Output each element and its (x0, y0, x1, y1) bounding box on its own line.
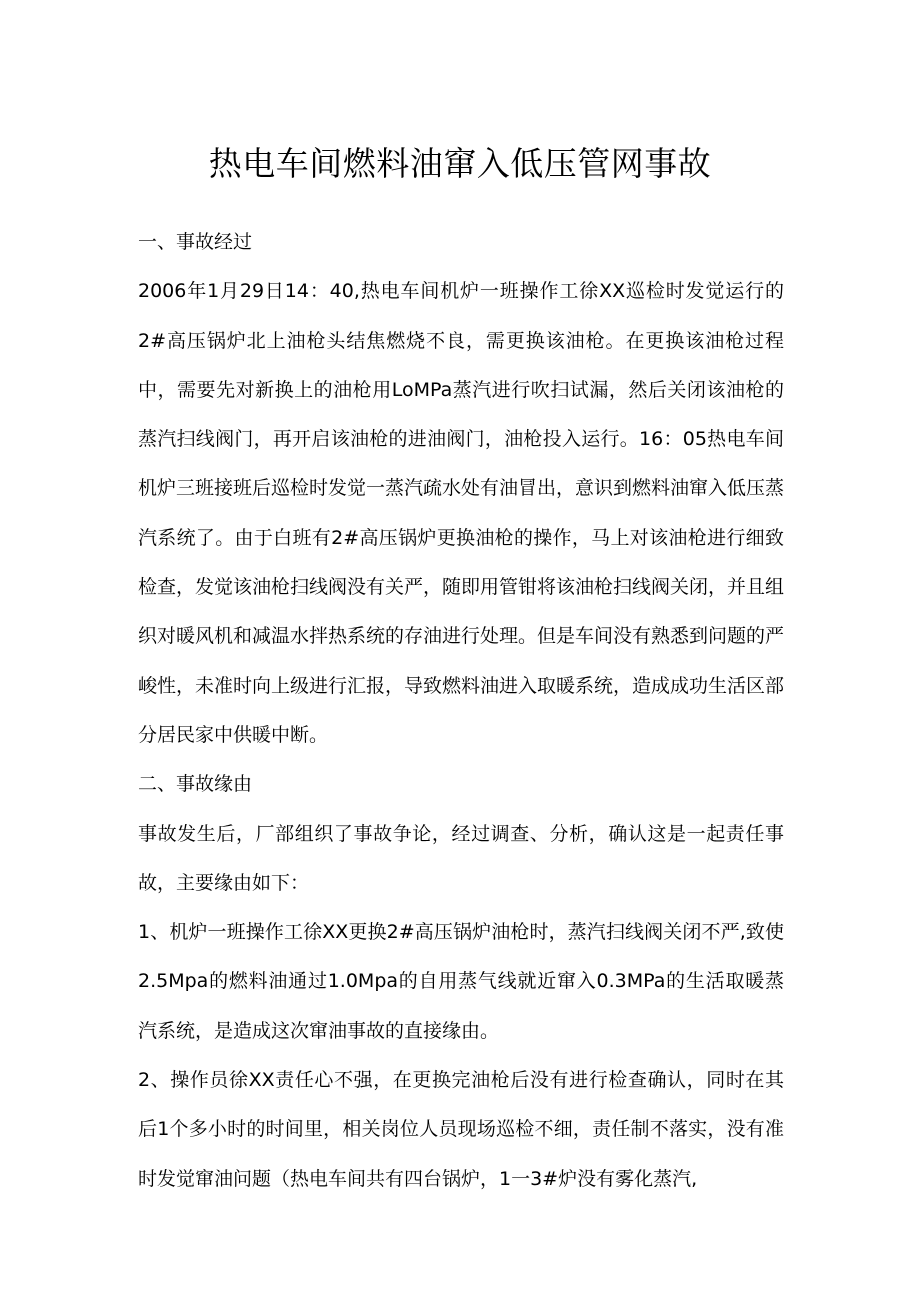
paragraph-accident-process: 2006年1月29日14：40,热电车间机炉一班操作工徐XX巡检时发觉运行的2#高压锅炉北上油枪头结焦燃烧不良，需更换该油枪。在更换该油枪过程中，需要先对新换上的油枪用LoMPa蒸汽进行吹扫试漏，然后关闭该油枪的蒸汽扫线阀门，再开启该油枪的进油阀门，油枪投入运行。16：05热电车间机炉三班接班后巡检时发觉一蒸汽疏水处有油冒出，意识到燃料油窜入低压蒸汽系统了。由于白班有2#高压锅炉更换油枪的操作，马上对该油枪进行细致检查，发觉该油枪扫线阀没有关严，随即用管钳将该油枪扫线阀关闭，并且组织对暖风机和减温水拌热系统的存油进行处理。但是车间没有熟悉到问题的严峻性，未准时向上级进行汇报，导致燃料油进入取暖系统，造成成功生活区部分居民家中供暖中断。 (138, 280, 785, 746)
document-title: 热电车间燃料油窜入低压管网事故 (208, 144, 712, 183)
paragraph-cause-1: 1、机炉一班操作工徐XX更换2#高压锅炉油枪时，蒸汽扫线阀关闭不严,致使2.5Mpa的燃料油通过1.0Mpa的自用蒸气线就近窜入0.3MPa的生活取暖蒸汽系统，是造成这次窜油事故的直接缘由。 (138, 921, 784, 1042)
paragraph-cause-2: 2、操作员徐XX责任心不强，在更换完油枪后没有进行检查确认，同时在其后1个多小时的时间里，相关岗位人员现场巡检不细，责任制不落实，没有准时发觉窜油问题（热电车间共有四台锅炉，1一3#炉没有雾化蒸汽, (138, 1069, 784, 1190)
section-heading-accident-process: 一、事故经过 (138, 231, 253, 253)
document-body (138, 218, 784, 1204)
section-heading-accident-cause: 二、事故缘由 (138, 773, 253, 796)
paragraph-cause-intro: 事故发生后，厂部组织了事故争论，经过调查、分析，确认这是一起责任事故，主要缘由如下： (138, 822, 784, 894)
